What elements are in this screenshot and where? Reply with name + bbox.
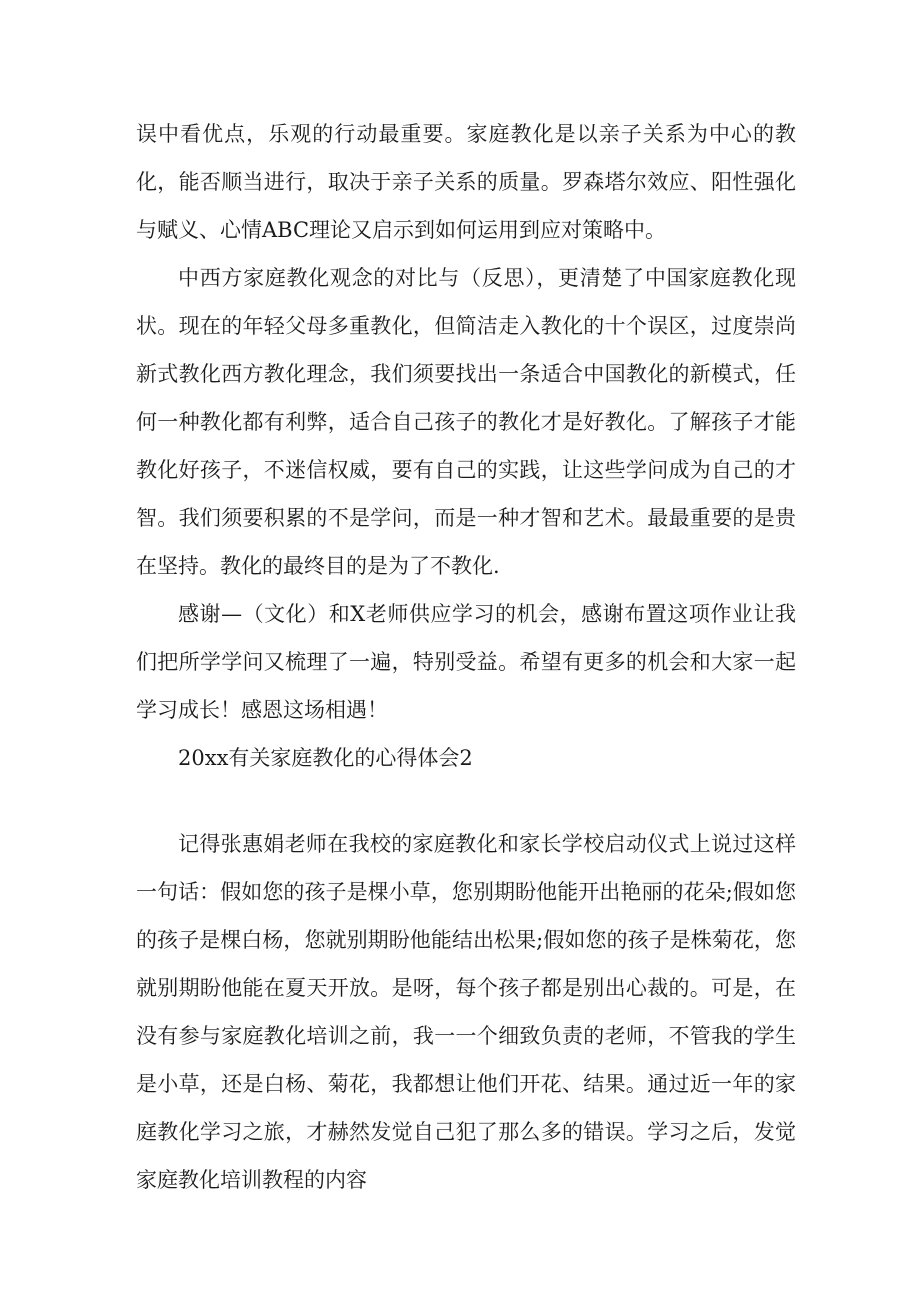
section-paragraph: 记得张惠娟老师在我校的家庭教化和家长学校启动仪式上说过这样一句话：假如您的孩子是棵小草，您别期盼他能开出艳丽的花朵;假如您的孩子是棵白杨，您就别期盼他能结出松果;假如您的孩子是株菊花，您就别期盼他能在夏天开放。是呀，每个孩子都是别出心裁的。可是，在没有参与家庭教化培训之前，我一一个细致负责的老师，不管我的学生是小草，还是白杨、菊花，我都想让他们开花、结果。通过近一年的家庭教化学习之旅，才赫然发觉自己犯了那么多的错误。学习之后，发觉家庭教化培训教程的内容 — [136, 832, 796, 1192]
paragraph-1: 误中看优点，乐观的行动最重要。家庭教化是以亲子关系为中心的教化，能否顺当进行，取决于亲子关系的质量。罗森塔尔效应、阳性强化与赋义、心情ABC理论又启示到如何运用到应对策略中。 — [136, 122, 796, 242]
section-heading: 20xx有关家庭教化的心得体会2 — [178, 746, 473, 770]
paragraph-2: 中西方家庭教化观念的对比与（反思），更清楚了中国家庭教化现状。现在的年轻父母多重教化，但简洁走入教化的十个误区，过度崇尚新式教化西方教化理念，我们须要找出一条适合中国教化的新模式，任何一种教化都有利弊，适合自己孩子的教化才是好教化。了解孩子才能教化好孩子，不迷信权威，要有自己的实践，让这些学问成为自己的才智。我们须要积累的不是学问，而是一种才智和艺术。最最重要的是贵在坚持。教化的最终目的是为了不教化. — [136, 266, 796, 578]
paragraph-3: 感谢—（文化）和X老师供应学习的机会，感谢布置这项作业让我们把所学学问又梳理了一遍，特别受益。希望有更多的机会和大家一起学习成长！感恩这场相遇！ — [136, 602, 796, 722]
